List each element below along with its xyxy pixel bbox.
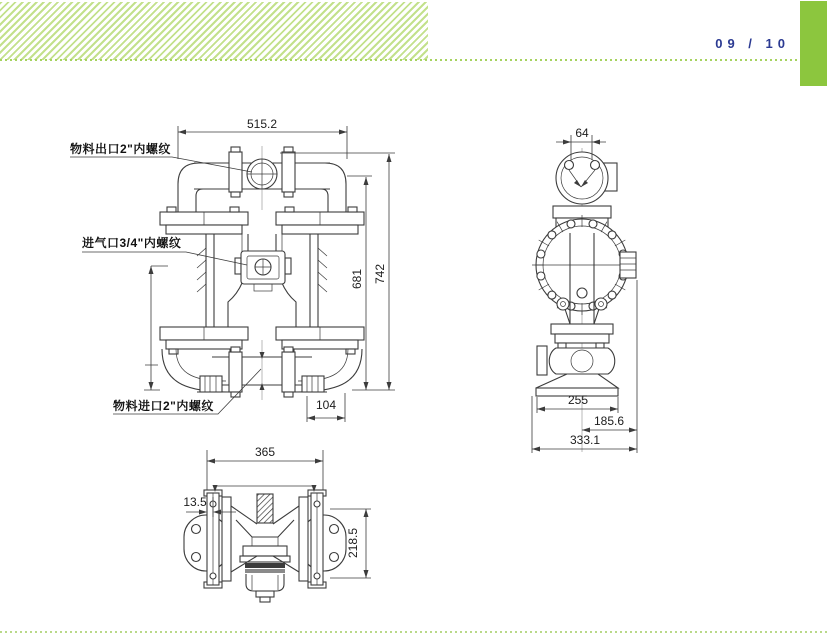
front-chamber-left bbox=[197, 234, 248, 327]
dim-front-body-height: 681 bbox=[350, 268, 364, 290]
front-top-flange-stacks bbox=[160, 207, 364, 234]
dim-front-foot-offset: 104 bbox=[315, 398, 337, 412]
side-diaphragm-chamber bbox=[532, 215, 632, 326]
callout-material-outlet: 物料出口2"内螺纹 bbox=[70, 142, 171, 156]
side-top-port bbox=[556, 152, 617, 204]
side-lower-body bbox=[536, 309, 618, 396]
side-air-muffler bbox=[620, 252, 636, 278]
bottom-body bbox=[204, 490, 326, 602]
callout-material-inlet: 物料进口2"内螺纹 bbox=[113, 399, 214, 413]
bottom-view bbox=[183, 445, 371, 602]
dim-side-overall-depth: 333.1 bbox=[569, 433, 601, 447]
dim-bottom-flange-plate-gap: 13.5 bbox=[183, 495, 207, 509]
dim-side-center-to-muffler: 185.6 bbox=[593, 414, 625, 428]
dim-side-top-flange-width: 64 bbox=[575, 126, 589, 140]
dim-front-overall-height: 742 bbox=[373, 263, 387, 285]
front-view bbox=[70, 117, 395, 422]
page-number: 09 / 10 bbox=[715, 36, 790, 51]
dim-bottom-overall-depth: 218.5 bbox=[346, 527, 360, 559]
side-view bbox=[532, 126, 637, 453]
callout-air-inlet: 进气口3/4"内螺纹 bbox=[82, 236, 182, 250]
dim-front-overall-width: 515.2 bbox=[246, 117, 278, 131]
dim-side-base-width: 255 bbox=[567, 393, 589, 407]
dim-bottom-overall-width: 365 bbox=[254, 445, 276, 459]
